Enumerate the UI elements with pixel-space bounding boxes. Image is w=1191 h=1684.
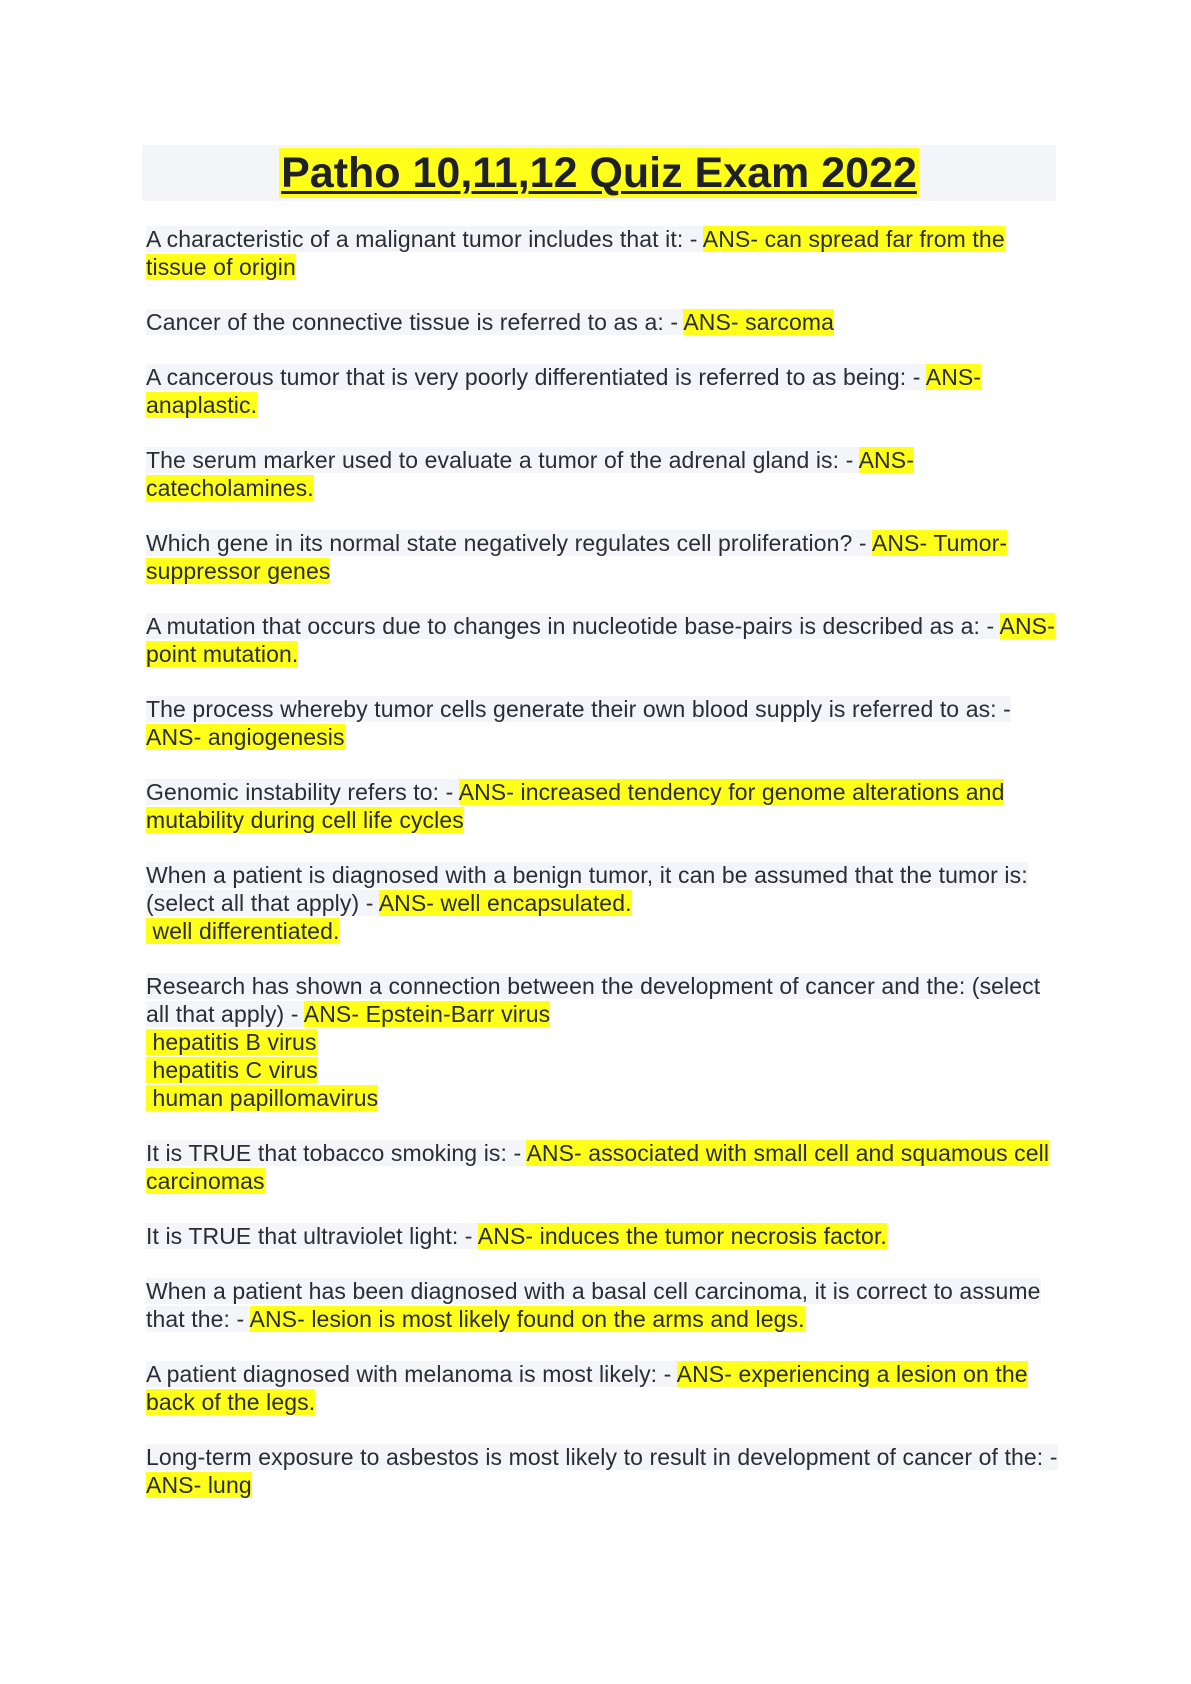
question-text: It is TRUE that tobacco smoking is: - — [146, 1140, 527, 1166]
question-text: The serum marker used to evaluate a tumor of the adrenal gland is: - — [146, 447, 859, 473]
qa-item — [146, 612, 1058, 668]
answer-text: ANS- point mutation. — [146, 613, 1055, 667]
answer-text: ANS- Tumor-suppressor genes — [146, 530, 1008, 584]
qa-item — [146, 972, 1058, 1112]
qa-item — [146, 695, 1058, 751]
question-text: Cancer of the connective tissue is referred to as a: - — [146, 309, 684, 335]
question-text: A mutation that occurs due to changes in nucleotide base-pairs is described as a: - — [146, 613, 1000, 639]
question-text: A characteristic of a malignant tumor includes that it: - — [146, 226, 703, 252]
answer-extra-text: well differentiated. — [146, 918, 340, 944]
qa-item — [146, 1277, 1058, 1333]
answer-text: ANS- angiogenesis — [146, 724, 345, 750]
title-band — [142, 145, 1056, 201]
answer-text: ANS- catecholamines. — [146, 447, 914, 501]
answer-text: ANS- induces the tumor necrosis factor. — [477, 1223, 887, 1249]
answer-text: ANS- associated with small cell and squamous cell carcinomas — [146, 1140, 1050, 1194]
question-text: A cancerous tumor that is very poorly differentiated is referred to as being: - — [146, 364, 926, 390]
qa-item — [146, 861, 1058, 945]
question-text: Which gene in its normal state negatively regulates cell proliferation? - — [146, 530, 872, 556]
answer-extra-text: human papillomavirus — [146, 1085, 379, 1111]
answer-text: ANS- sarcoma — [683, 309, 835, 335]
qa-item — [146, 778, 1058, 834]
answer-text: ANS- anaplastic. — [146, 364, 982, 418]
answer-extra-line — [146, 1028, 1058, 1056]
qa-item — [146, 1139, 1058, 1195]
qa-item — [146, 363, 1058, 419]
answer-extra-line — [146, 1056, 1058, 1084]
page-title: Patho 10,11,12 Quiz Exam 2022 — [281, 149, 917, 197]
answer-extra-line — [146, 1084, 1058, 1112]
question-list — [146, 225, 1058, 1526]
answer-text: ANS- can spread far from the tissue of origin — [146, 226, 1005, 280]
question-text: When a patient is diagnosed with a benign tumor, it can be assumed that the tumor is: (select all that apply) - — [146, 862, 1028, 916]
question-text: Research has shown a connection between the development of cancer and the: (select all that apply) - — [146, 973, 1041, 1027]
answer-text: ANS- lesion is most likely found on the arms and legs. — [249, 1306, 805, 1332]
answer-text: ANS- well encapsulated. — [378, 890, 632, 916]
qa-item — [146, 529, 1058, 585]
question-text: The process whereby tumor cells generate their own blood supply is referred to as: - — [146, 696, 1011, 722]
qa-item — [146, 1443, 1058, 1499]
answer-text: ANS- increased tendency for genome alterations and mutability during cell life cycles — [146, 779, 1005, 833]
qa-item — [146, 308, 1058, 336]
qa-item — [146, 225, 1058, 281]
qa-item — [146, 1360, 1058, 1416]
question-text: Genomic instability refers to: - — [146, 779, 459, 805]
answer-extra-text: hepatitis C virus — [146, 1057, 318, 1083]
question-text: Long-term exposure to asbestos is most likely to result in development of cancer of the: - — [146, 1444, 1058, 1470]
answer-text: ANS- Epstein-Barr virus — [303, 1001, 551, 1027]
question-text: A patient diagnosed with melanoma is most likely: - — [146, 1361, 677, 1387]
answer-extra-line — [146, 917, 1058, 945]
answer-text: ANS- lung — [146, 1472, 252, 1498]
question-text: It is TRUE that ultraviolet light: - — [146, 1223, 478, 1249]
qa-item — [146, 1222, 1058, 1250]
answer-extra-text: hepatitis B virus — [146, 1029, 317, 1055]
question-text: When a patient has been diagnosed with a basal cell carcinoma, it is correct to assume that the: - — [146, 1278, 1041, 1332]
answer-text: ANS- experiencing a lesion on the back of the legs. — [146, 1361, 1028, 1415]
qa-item — [146, 446, 1058, 502]
